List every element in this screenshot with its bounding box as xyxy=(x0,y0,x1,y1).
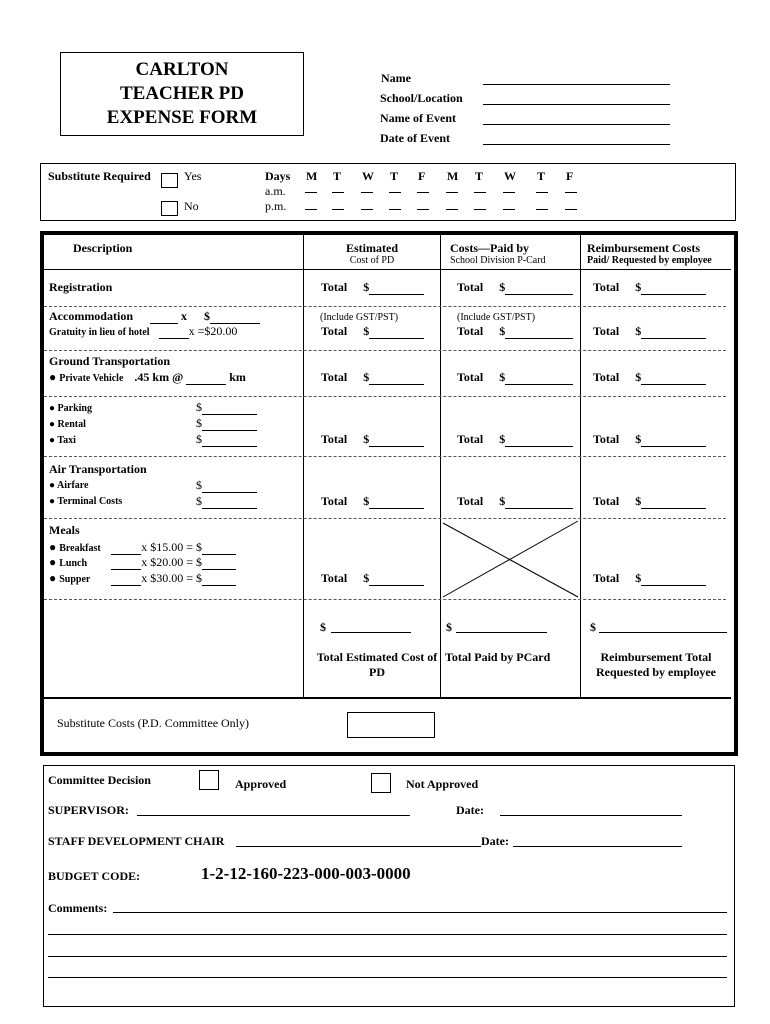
grand-paid-dollar: $ xyxy=(446,620,452,634)
dollar-sign: $ xyxy=(363,432,370,446)
col-paid: Costs—Paid by xyxy=(450,241,530,255)
accommodation-label xyxy=(49,309,260,324)
km-field[interactable] xyxy=(186,384,226,385)
name-label: Name xyxy=(381,71,411,85)
day-2-label: W xyxy=(362,169,374,183)
budget-code-label: BUDGET CODE: xyxy=(48,869,141,883)
pm-day-9-field[interactable] xyxy=(565,209,577,210)
pm-day-8-field[interactable] xyxy=(536,209,548,210)
total-label: Total xyxy=(457,280,484,294)
ground-label: Ground Transportation xyxy=(49,354,171,368)
dollar-sign: $ xyxy=(363,324,370,338)
supervisor-date-field[interactable] xyxy=(500,815,682,816)
dollar-sign: $ xyxy=(499,324,506,338)
ground-reimb-field[interactable] xyxy=(641,384,706,385)
dollar-sign: $ xyxy=(635,280,642,294)
ground-paid-total xyxy=(457,370,573,385)
terminal-amount-field[interactable] xyxy=(202,508,257,509)
dollar-sign: $ xyxy=(635,432,642,446)
acc-x: x xyxy=(181,309,187,323)
school-label: School/Location xyxy=(380,91,463,105)
terminal-dollar: $ xyxy=(196,494,202,508)
meals-reimb-total xyxy=(593,571,706,586)
event-name-label: Name of Event xyxy=(380,111,456,125)
gratuity-rate: x =$20.00 xyxy=(188,324,238,338)
rental-text: Rental xyxy=(57,419,86,430)
air-paid-total xyxy=(457,494,573,509)
dollar-sign: $ xyxy=(499,280,506,294)
airfare-amount-row xyxy=(196,478,257,493)
grand-paid-field[interactable] xyxy=(456,632,547,633)
am-day-9-field[interactable] xyxy=(565,192,577,193)
terminal-amount-row xyxy=(196,494,257,509)
lunch-amount[interactable] xyxy=(202,569,236,570)
accommodation-estimated-field[interactable] xyxy=(369,338,424,339)
title-line-2: TEACHER PD xyxy=(119,83,245,104)
day-8-label: T xyxy=(537,169,546,183)
day-5-label: M xyxy=(447,169,459,183)
approved-checkbox[interactable] xyxy=(199,770,219,790)
day-0-label: M xyxy=(306,169,318,183)
day-4-label: F xyxy=(418,169,426,183)
col-estimated-sub: Cost of PD xyxy=(349,255,395,266)
breakfast-row: ● Breakfast x $15.00 = $ xyxy=(49,540,236,555)
airfare-amount-field[interactable] xyxy=(202,492,257,493)
substitute-costs-field[interactable] xyxy=(347,712,435,738)
parking-dollar: $ xyxy=(196,400,202,414)
yes-label: Yes xyxy=(184,169,202,183)
col-divider xyxy=(440,235,441,697)
km-unit: km xyxy=(229,370,246,384)
event-date-label: Date of Event xyxy=(380,131,450,145)
accommodation-text: Accommodation xyxy=(49,309,133,323)
supper-amount[interactable] xyxy=(202,585,236,586)
budget-code-value: 1-2-12-160-223-000-003-0000 xyxy=(201,864,411,883)
chair-date-label: Date: xyxy=(481,834,509,848)
air-estimated-field[interactable] xyxy=(369,508,424,509)
registration-label: Registration xyxy=(49,280,113,294)
pm-day-0-field[interactable] xyxy=(305,209,317,210)
accommodation-paid-field[interactable] xyxy=(505,338,573,339)
am-day-5-field[interactable] xyxy=(446,192,458,193)
pm-day-2-field[interactable] xyxy=(361,209,373,210)
comments-line[interactable] xyxy=(48,934,727,935)
col-reimb: Reimbursement Costs xyxy=(587,241,700,255)
committee-decision-label: Committee Decision xyxy=(48,773,151,787)
dollar-sign: $ xyxy=(499,370,506,384)
parking-rental-taxi-paid-field[interactable] xyxy=(505,446,573,447)
parking-label: ● Parking xyxy=(49,403,92,414)
total-paid-label: Total Paid by PCard xyxy=(445,650,551,664)
substitute-label: Substitute Required xyxy=(48,169,151,183)
gst-note-paid: (Include GST/PST) xyxy=(457,312,536,323)
comments-line[interactable] xyxy=(113,912,727,913)
day-3-label: T xyxy=(390,169,399,183)
accommodation-estimated-total xyxy=(321,324,424,339)
pm-day-4-field[interactable] xyxy=(417,209,429,210)
grand-est-dollar: $ xyxy=(320,620,326,634)
row-divider xyxy=(44,350,726,351)
grand-est-field[interactable] xyxy=(331,632,411,633)
meals-estimated-field[interactable] xyxy=(369,585,424,586)
am-day-8-field[interactable] xyxy=(536,192,548,193)
total-reimb-label: Reimbursement Total Requested by employee xyxy=(596,650,716,679)
dollar-sign: $ xyxy=(635,494,642,508)
total-label: Total xyxy=(593,571,620,585)
rental-dollar: $ xyxy=(196,416,202,430)
taxi-dollar: $ xyxy=(196,432,202,446)
ground-reimb-total xyxy=(593,370,706,385)
dollar-sign: $ xyxy=(635,571,642,585)
acc-dollar: $ xyxy=(204,309,210,323)
total-label: Total xyxy=(593,280,620,294)
chair-date-field[interactable] xyxy=(513,846,682,847)
registration-paid-total xyxy=(457,280,573,295)
parking-amount-row xyxy=(196,400,257,415)
supper-label: Supper xyxy=(59,574,91,585)
row-divider xyxy=(44,599,726,600)
total-label: Total xyxy=(321,432,348,446)
total-label: Total xyxy=(457,494,484,508)
registration-paid-field[interactable] xyxy=(505,294,573,295)
am-day-4-field[interactable] xyxy=(417,192,429,193)
taxi-text: Taxi xyxy=(57,435,76,446)
row-divider xyxy=(44,306,726,307)
parking-rental-taxi-paid-total xyxy=(457,432,573,447)
parking-rental-taxi-estimated-field[interactable] xyxy=(369,446,424,447)
taxi-amount-field[interactable] xyxy=(202,446,257,447)
registration-reimb-total xyxy=(593,280,706,295)
name-field[interactable] xyxy=(483,84,670,85)
dollar-sign: $ xyxy=(363,280,370,294)
breakfast-rate: x $15.00 = $ xyxy=(141,540,203,554)
ground-estimated-total xyxy=(321,370,424,385)
rental-amount-field[interactable] xyxy=(202,430,257,431)
school-field[interactable] xyxy=(483,104,670,105)
total-label: Total xyxy=(593,432,620,446)
total-label: Total xyxy=(321,324,348,338)
lunch-row: ● Lunch x $20.00 = $ xyxy=(49,555,236,570)
col-reimb-sub: Paid/ Requested by employee xyxy=(587,255,712,266)
title-line-3: EXPENSE FORM xyxy=(106,107,258,128)
meals-label: Meals xyxy=(49,523,80,537)
comments-label: Comments: xyxy=(48,901,108,915)
total-label: Total xyxy=(321,280,348,294)
gst-note-estimated: (Include GST/PST) xyxy=(320,312,399,323)
comments-line[interactable] xyxy=(48,977,727,978)
dollar-sign: $ xyxy=(499,494,506,508)
total-label: Total xyxy=(457,324,484,338)
accommodation-reimb-field[interactable] xyxy=(641,338,706,339)
supervisor-date-label: Date: xyxy=(456,803,484,817)
pm-day-5-field[interactable] xyxy=(446,209,458,210)
parking-rental-taxi-reimb-total xyxy=(593,432,706,447)
col-paid-sub: School Division P-Card xyxy=(450,255,546,266)
air-reimb-field[interactable] xyxy=(641,508,706,509)
meals-reimb-field[interactable] xyxy=(641,585,706,586)
private-vehicle-label: Private Vehicle xyxy=(59,373,124,384)
dollar-sign: $ xyxy=(363,571,370,585)
supper-rate: x $30.00 = $ xyxy=(141,571,203,585)
total-label: Total xyxy=(321,571,348,585)
am-day-2-field[interactable] xyxy=(361,192,373,193)
dollar-sign: $ xyxy=(363,494,370,508)
row-divider xyxy=(44,396,726,397)
airfare-dollar: $ xyxy=(196,478,202,492)
air-estimated-total xyxy=(321,494,424,509)
not-approved-label: Not Approved xyxy=(406,777,479,791)
taxi-amount-row xyxy=(196,432,257,447)
registration-estimated-field[interactable] xyxy=(369,294,424,295)
parking-amount-field[interactable] xyxy=(202,414,257,415)
ground-paid-field[interactable] xyxy=(505,384,573,385)
day-6-label: T xyxy=(475,169,484,183)
grand-reimb-dollar: $ xyxy=(590,620,596,634)
meals-paid-crossed-cell xyxy=(441,519,580,599)
approved-label: Approved xyxy=(235,777,287,791)
terminal-label: ● Terminal Costs xyxy=(49,496,123,507)
total-label: Total xyxy=(321,370,348,384)
title-line-1: CARLTON xyxy=(135,59,229,80)
grand-reimb-field[interactable] xyxy=(599,632,727,633)
days-label: Days xyxy=(265,169,291,183)
no-label: No xyxy=(184,199,199,213)
totals-rule xyxy=(44,697,731,699)
row-divider xyxy=(44,518,726,519)
am-day-0-field[interactable] xyxy=(305,192,317,193)
breakfast-label: Breakfast xyxy=(59,543,101,554)
pm-day-1-field[interactable] xyxy=(332,209,344,210)
km-rate: .45 km @ xyxy=(134,370,184,384)
not-approved-checkbox[interactable] xyxy=(371,773,391,793)
dollar-sign: $ xyxy=(635,370,642,384)
dollar-sign: $ xyxy=(363,370,370,384)
pm-label: p.m. xyxy=(265,199,287,213)
airfare-label: ● Airfare xyxy=(49,480,89,491)
total-label: Total xyxy=(593,324,620,338)
parking-rental-taxi-estimated-total xyxy=(321,432,424,447)
col-divider xyxy=(303,235,304,697)
total-label: Total xyxy=(593,494,620,508)
pm-day-7-field[interactable] xyxy=(503,209,515,210)
supervisor-field[interactable] xyxy=(137,815,410,816)
terminal-text: Terminal Costs xyxy=(57,496,123,507)
total-label: Total xyxy=(321,494,348,508)
day-1-label: T xyxy=(333,169,342,183)
committee-box xyxy=(43,765,735,1007)
meals-estimated-total xyxy=(321,571,424,586)
supervisor-label: SUPERVISOR: xyxy=(48,803,129,817)
supper-row: ● Supper x $30.00 = $ xyxy=(49,571,236,586)
gratuity-field[interactable] xyxy=(159,338,189,339)
chair-field[interactable] xyxy=(236,846,481,847)
event-date-field[interactable] xyxy=(483,144,670,145)
substitute-yes-checkbox[interactable] xyxy=(161,173,178,188)
accommodation-reimb-total xyxy=(593,324,706,339)
am-day-7-field[interactable] xyxy=(503,192,515,193)
substitute-no-checkbox[interactable] xyxy=(161,201,178,216)
private-vehicle-row: ● Private Vehicle .45 km @ km xyxy=(49,370,246,384)
col-divider xyxy=(580,235,581,697)
pm-day-6-field[interactable] xyxy=(474,209,486,210)
gratuity-label xyxy=(49,324,237,339)
ground-estimated-field[interactable] xyxy=(369,384,424,385)
total-label: Total xyxy=(457,432,484,446)
pm-day-3-field[interactable] xyxy=(389,209,401,210)
dollar-sign: $ xyxy=(499,432,506,446)
parking-text: Parking xyxy=(57,403,92,414)
registration-reimb-field[interactable] xyxy=(641,294,706,295)
day-7-label: W xyxy=(504,169,516,183)
am-label: a.m. xyxy=(265,184,286,198)
dollar-sign: $ xyxy=(635,324,642,338)
total-label: Total xyxy=(593,370,620,384)
lunch-count[interactable] xyxy=(111,569,141,570)
registration-estimated-total xyxy=(321,280,424,295)
air-paid-field[interactable] xyxy=(505,508,573,509)
gratuity-text: Gratuity in lieu of hotel xyxy=(49,327,150,338)
total-estimated-label: Total Estimated Cost of PD xyxy=(316,650,438,679)
air-reimb-total xyxy=(593,494,706,509)
lunch-rate: x $20.00 = $ xyxy=(141,555,203,569)
am-day-1-field[interactable] xyxy=(332,192,344,193)
total-label: Total xyxy=(457,370,484,384)
supper-count[interactable] xyxy=(111,585,141,586)
substitute-costs-label: Substitute Costs (P.D. Committee Only) xyxy=(57,716,250,730)
day-9-label: F xyxy=(566,169,574,183)
parking-rental-taxi-reimb-field[interactable] xyxy=(641,446,706,447)
am-day-3-field[interactable] xyxy=(389,192,401,193)
header-rule xyxy=(44,269,731,270)
rental-amount-row xyxy=(196,416,257,431)
taxi-label: ● Taxi xyxy=(49,435,76,446)
chair-label: STAFF DEVELOPMENT CHAIR xyxy=(48,834,225,848)
airfare-text: Airfare xyxy=(57,480,89,491)
col-estimated: Estimated xyxy=(346,241,398,255)
am-day-6-field[interactable] xyxy=(474,192,486,193)
row-divider xyxy=(44,456,726,457)
accommodation-paid-total xyxy=(457,324,573,339)
air-label: Air Transportation xyxy=(49,462,147,476)
comments-line[interactable] xyxy=(48,956,727,957)
event-name-field[interactable] xyxy=(483,124,670,125)
col-description: Description xyxy=(73,241,133,255)
lunch-label: Lunch xyxy=(59,558,88,569)
form-title xyxy=(60,58,304,130)
rental-label: ● Rental xyxy=(49,419,86,430)
